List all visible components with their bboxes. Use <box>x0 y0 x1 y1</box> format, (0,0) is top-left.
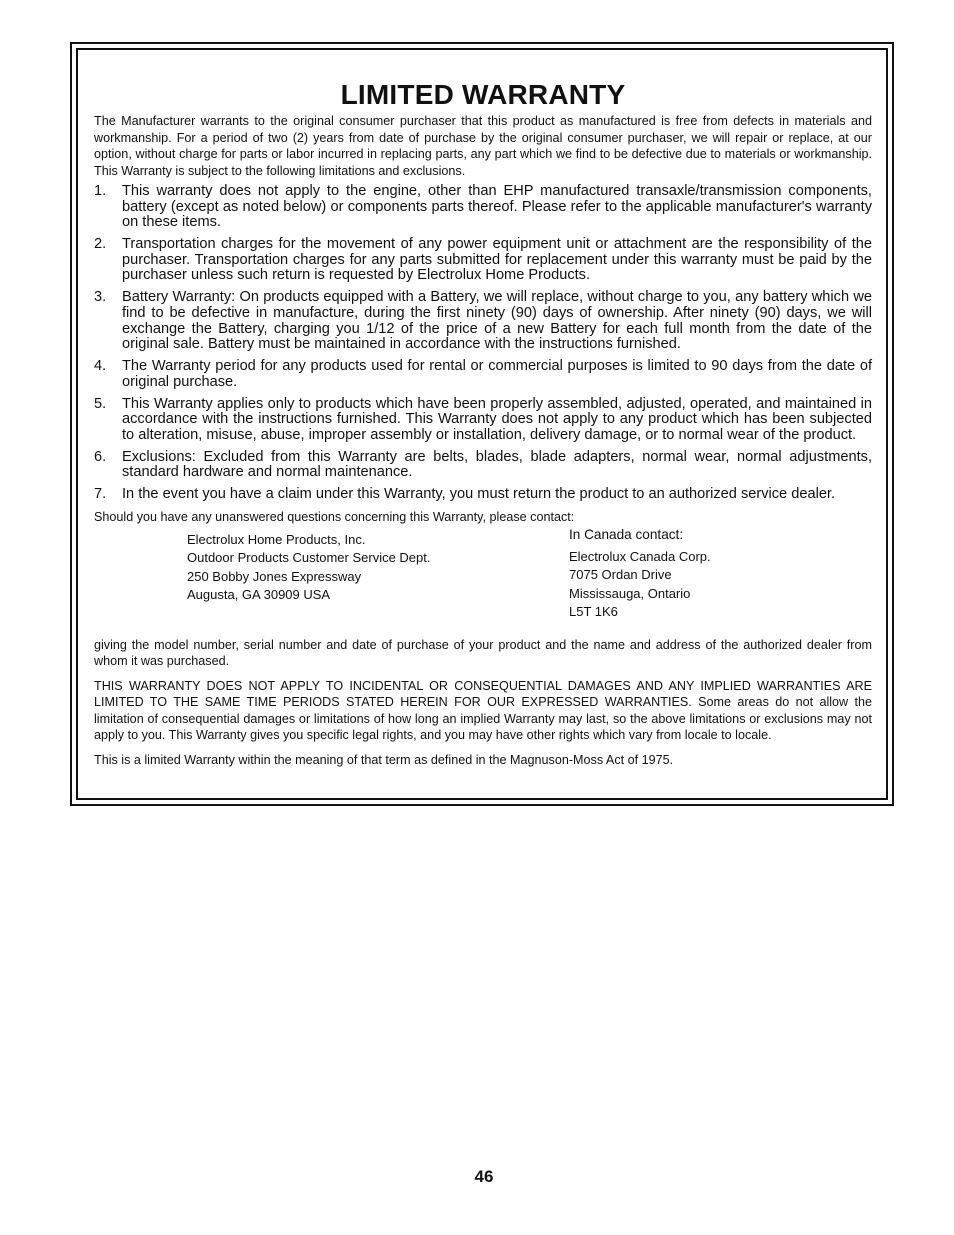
page-number: 46 <box>474 1167 494 1186</box>
list-item-text: This warranty does not apply to the engine, other than EHP manufactured transaxle/transmission components, battery (except as noted below) or components parts thereof. Please refer to the applicable manufacturer's warranty on these items. <box>122 183 872 231</box>
page-title: LIMITED WARRANTY <box>340 79 626 110</box>
us-address-line: Outdoor Products Customer Service Dept. <box>187 550 431 566</box>
us-address-line: 250 Bobby Jones Expressway <box>187 568 362 584</box>
canada-contact-heading: In Canada contact: <box>569 526 684 542</box>
us-address <box>187 531 431 605</box>
list-item <box>94 237 872 284</box>
list-item-text: This Warranty applies only to products which have been properly assembled, adjusted, operated, and maintained in accordance with the instructions furnished. This Warranty does not apply to any product which has been subjected to alteration, misuse, abuse, improper assembly or installation, delivery damage, or to normal wear of the product. <box>122 395 872 443</box>
us-address-line: Augusta, GA 30909 USA <box>187 587 331 603</box>
contact-instructions: giving the model number, serial number and date of purchase of your product and the name and address of the authorized dealer from whom it was purchased. <box>94 637 872 669</box>
list-item-number: 6. <box>94 448 107 465</box>
list-item <box>94 184 872 231</box>
list-item <box>94 359 872 390</box>
list-item-text: The Warranty period for any products used for rental or commercial purposes is limited to 90 days from the date of original purchase. <box>122 358 872 390</box>
warranty-intro: The Manufacturer warrants to the original consumer purchaser that this product as manufactured is free from defects in materials and workmanship. For a period of two (2) years from date of purchase by the original consumer purchaser, we will repair or replace, at our option, without charge for parts or labor incurred in replacing parts, any part which we find to be defective due to materials or workmanship. This Warranty is subject to the following limitations and exclusions. <box>94 114 872 178</box>
warranty-outer-frame <box>70 42 894 806</box>
contact-lead: Should you have any unanswered questions concerning this Warranty, please contact: <box>94 510 575 525</box>
contact-addresses <box>94 526 872 636</box>
list-item-text: Transportation charges for the movement of any power equipment unit or attachment are the responsibility of the purchaser. Transportation charges for any parts submitted for replacement under this warranty must be paid by the purchaser unless such return is requested by Electrolux Home Products. <box>122 236 872 284</box>
list-item-number: 2. <box>94 236 107 253</box>
list-item <box>94 397 872 444</box>
canada-address <box>569 526 711 622</box>
list-item-number: 7. <box>94 486 107 503</box>
us-address-line: Electrolux Home Products, Inc. <box>187 531 366 547</box>
canada-address-line: 7075 Ordan Drive <box>569 567 672 583</box>
damages-disclaimer: THIS WARRANTY DOES NOT APPLY TO INCIDENTAL OR CONSEQUENTIAL DAMAGES AND ANY IMPLIED WARRANTIES ARE LIMITED TO THE SAME TIME PERIODS STATED HEREIN FOR OUR EXPRESSED WARRANTIES. Some areas do not allow the limitation of consequential damages or limitations of how long an implied Warranty may last, so the above limitations or exclusions may not apply to you. This Warranty gives you specific legal rights, and you may have other rights which vary from locale to locale. <box>94 678 872 743</box>
list-item-number: 3. <box>94 289 107 306</box>
list-item-number: 4. <box>94 358 107 375</box>
list-item-number: 5. <box>94 395 107 412</box>
magnuson-moss-note: This is a limited Warranty within the meaning of that term as defined in the Magnuson-Moss Act of 1975. <box>94 752 674 767</box>
list-item-number: 1. <box>94 183 107 199</box>
warranty-inner-frame <box>76 48 888 800</box>
canada-address-line: L5T 1K6 <box>569 604 618 620</box>
limitations-list <box>94 184 872 503</box>
list-item-text: Battery Warranty: On products equipped with a Battery, we will replace, without charge to you, any battery which we find to be defective in manufacture, during the first ninety (90) days of ownership. After ninety (90) days, we will exchange the Battery, charging you 1/12 of the price of a new Battery for each full month from the date of the original sale. Battery must be maintained in accordance with the instructions furnished. <box>122 289 872 353</box>
canada-address-line: Mississauga, Ontario <box>569 585 691 601</box>
list-item <box>94 487 872 503</box>
list-item <box>94 290 872 352</box>
list-item-text: Exclusions: Excluded from this Warranty are belts, blades, blade adapters, normal wear, normal adjustments, standard hardware and normal maintenance. <box>122 448 872 481</box>
list-item-text: In the event you have a claim under this Warranty, you must return the product to an authorized service dealer. <box>122 486 836 503</box>
canada-address-line: Electrolux Canada Corp. <box>569 548 711 564</box>
list-item <box>94 450 872 481</box>
